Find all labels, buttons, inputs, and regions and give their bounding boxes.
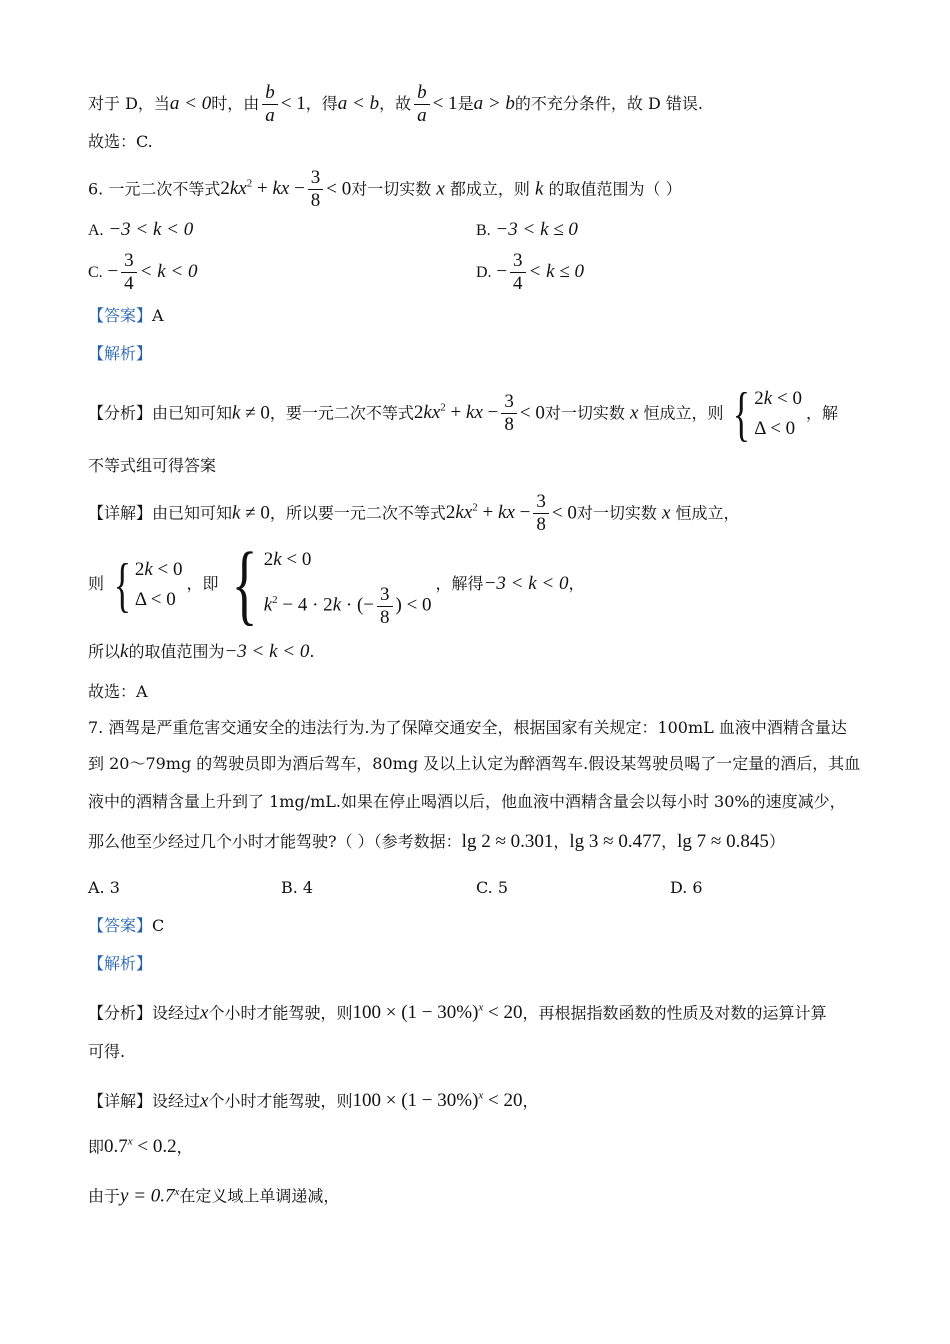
prev-choice: 故选：C. xyxy=(88,132,153,151)
q6-option-c[interactable]: C. − $\frac{3}{4}$ < k < 0 xyxy=(88,250,198,295)
q6-option-a[interactable]: A. −3 < k < 0 xyxy=(88,219,194,240)
fraction-b-over-a-2: $\frac{b}{a}$ xyxy=(414,82,430,127)
q6-option-d[interactable]: D. − $\frac{3}{4}$ < k ≤ 0 xyxy=(476,250,584,295)
fraction-b-over-a: $\frac{b}{a}$ xyxy=(262,82,278,127)
q6-system: 则 { 2k < 0 Δ < 0 ，即 { 2k < 0 $k^2 - 4 \cdot 2k$ · (− $\frac{3}{8}$ ) < 0 ，解得−3 < k < 0， xyxy=(88,534,585,634)
q7-option-a[interactable]: A. 3 xyxy=(88,878,120,897)
q7-fenxi-cont: 可得. xyxy=(88,1042,126,1061)
q7-step-ji: 即0.7$^x$ < 0.2， xyxy=(88,1136,193,1158)
q6-stem: 6. 一元二次不等式$2kx^2$ + kx − $\frac{3}{8}$ < 0对一切实数 x 都成立，则 k 的取值范围为（ ） xyxy=(88,167,682,212)
q7-line-4: 那么他至少经过几个小时才能驾驶?（ ）（参考数据：lg 2 ≈ 0.301，lg 3 ≈ 0.477，lg 7 ≈ 0.845） xyxy=(88,831,785,852)
q6-fenxi: 【分析】由已知可知k ≠ 0，要一元二次不等式$2kx^2$ + kx − $\frac{3}{8}$ < 0对一切实数 x 恒成立，则 { 2k < 0 Δ < 0 ，解 xyxy=(88,380,838,447)
q7-line-3: 液中的酒精含量上升到了 1mg/mL.如果在停止喝酒以后，他血液中酒精含量会以每小时 30%的速度减少， xyxy=(88,792,846,811)
q7-option-b[interactable]: B. 4 xyxy=(281,878,314,897)
q7-answer: 【答案】C xyxy=(88,916,165,935)
q7-option-c[interactable]: C. 5 xyxy=(476,878,509,897)
q7-fenxi: 【分析】设经过x个小时才能驾驶，则$100 \times (1 - 30\%)^x < 20$，再根据指数函数的性质及对数的运算计算 xyxy=(88,1002,827,1024)
q6-option-b[interactable]: B. −3 < k ≤ 0 xyxy=(476,219,578,240)
q7-option-d[interactable]: D. 6 xyxy=(670,878,703,897)
q6-jiexi-tag: 【解析】 xyxy=(88,344,153,363)
q6-xiangjie: 【详解】由已知可知k ≠ 0，所以要一元二次不等式$2kx^2$ + kx − $\frac{3}{8}$ < 0对一切实数 x 恒成立， xyxy=(88,491,740,536)
q6-choice: 故选：A xyxy=(88,682,148,701)
q6-answer: 【答案】A xyxy=(88,306,164,325)
q7-line-2: 到 20～79mg 的驾驶员即为酒后驾车，80mg 及以上认定为醉酒驾车.假设某驾驶员喝了一定量的酒后，其血 xyxy=(88,754,861,773)
d-option-analysis: 对于 D，当a < 0时，由 $\frac{b}{a}$ < 1，得a < b，故 $\frac{b}{a}$ < 1是a > b的不充分条件，故 D 错误. xyxy=(88,82,703,126)
q6-fenxi-cont: 不等式组可得答案 xyxy=(88,456,217,475)
q6-conclusion: 所以k的取值范围为−3 < k < 0. xyxy=(88,641,315,662)
q7-jiexi-tag: 【解析】 xyxy=(88,954,153,973)
q7-step-youyu: 由于$y = 0.7^x$在定义域上单调递减， xyxy=(88,1185,340,1207)
q7-xiangjie: 【详解】设经过x个小时才能驾驶，则$100 \times (1 - 30\%)^x < 20$， xyxy=(88,1090,539,1112)
q7-line-1: 7. 酒驾是严重危害交通安全的违法行为.为了保障交通安全，根据国家有关规定：100mL 血液中酒精含量达 xyxy=(88,718,847,737)
